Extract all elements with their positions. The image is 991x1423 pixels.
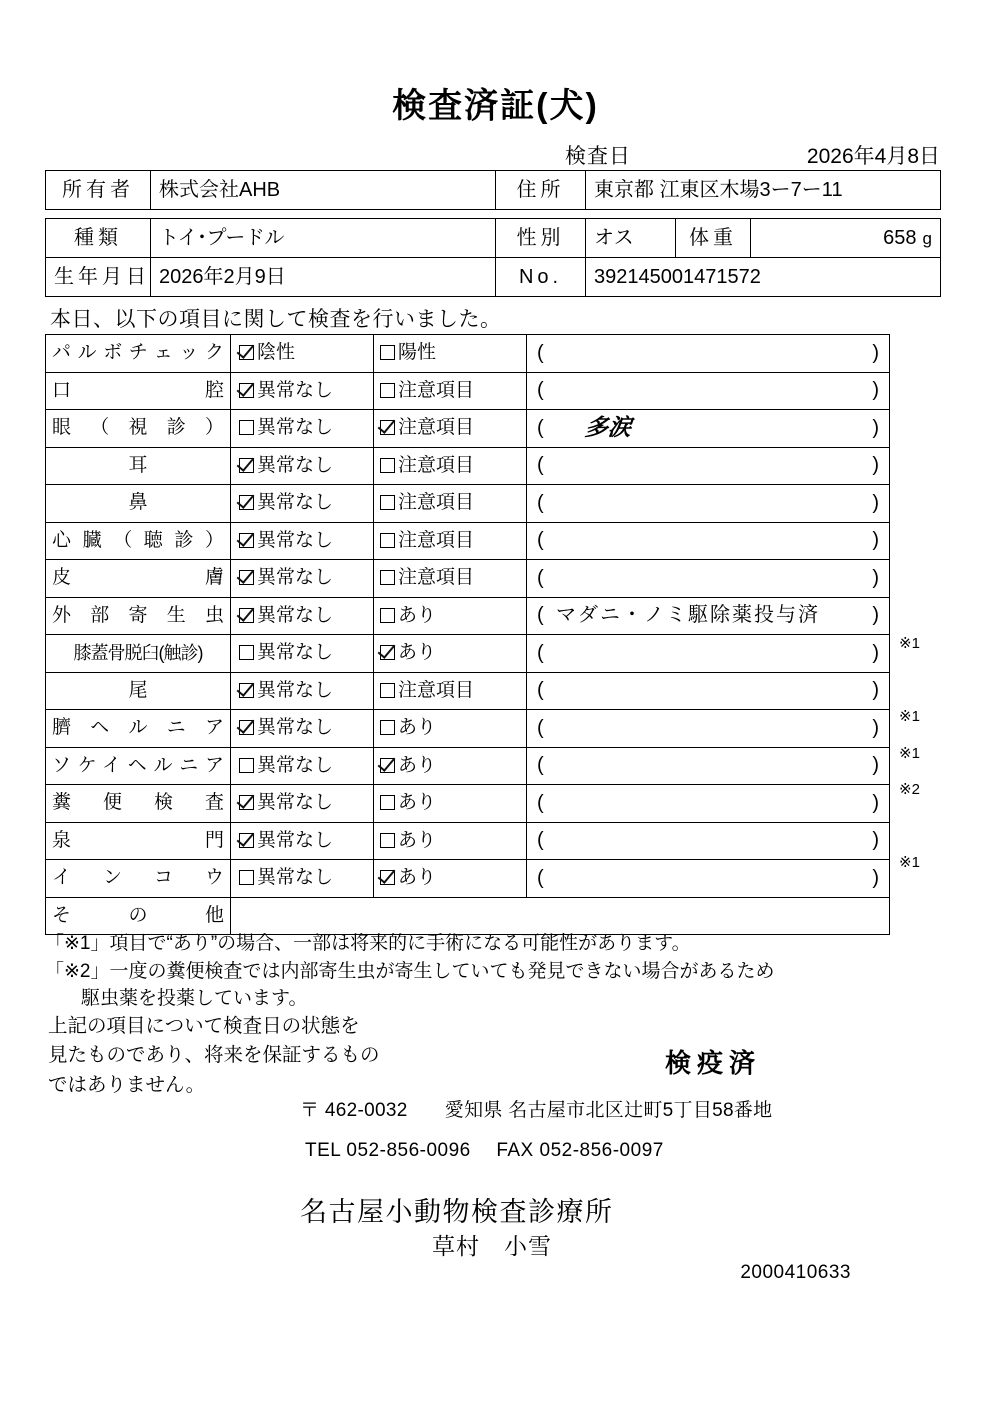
option-2-label: あり — [398, 604, 437, 626]
checkbox-option-1[interactable] — [231, 822, 374, 860]
fax-value: 052-856-0097 — [539, 1140, 664, 1161]
checklist-row — [46, 522, 890, 560]
checklist-row — [46, 335, 890, 373]
option-1-label: 異常なし — [257, 867, 334, 889]
checklist-item-label — [46, 897, 231, 935]
item-label-text: 臍ヘルニア — [52, 717, 224, 739]
remarks-inner — [527, 373, 889, 410]
checkbox-option-2[interactable] — [374, 372, 527, 410]
remarks-cell[interactable] — [527, 485, 890, 523]
item-label-text: 眼（視診） — [52, 417, 224, 439]
option-1-label: 異常なし — [257, 642, 334, 664]
item-label-text: 膝蓋骨脱臼(触診) — [73, 642, 203, 663]
checkbox-option-1[interactable] — [231, 597, 374, 635]
checklist-item-label — [46, 822, 231, 860]
checkbox-option-2[interactable] — [374, 672, 527, 710]
remarks-inner — [527, 748, 889, 785]
checkbox-option-2[interactable] — [374, 747, 527, 785]
clinic-address: 愛知県 名古屋市北区辻町5丁目58番地 — [444, 1100, 773, 1121]
paren-close: ) — [872, 604, 879, 627]
paren-close: ) — [872, 341, 879, 364]
remarks-inner — [527, 710, 889, 747]
paren-open: ( — [537, 416, 544, 439]
checklist-item-label — [46, 672, 231, 710]
footnote-marker-empty — [895, 553, 955, 590]
checklist-row — [46, 822, 890, 860]
option-1-label: 異常なし — [257, 792, 334, 814]
handwritten-remark: 多涙 — [583, 415, 633, 442]
checklist-item-label — [46, 635, 231, 673]
option-1-label: 異常なし — [257, 829, 334, 851]
remarks-cell[interactable] — [527, 785, 890, 823]
remarks-cell[interactable] — [527, 560, 890, 598]
checklist-wrapper — [45, 334, 940, 935]
tel-label: TEL — [305, 1140, 341, 1161]
checklist-row — [46, 485, 890, 523]
footnote-1: 「※1」項目で“あり”の場合、一部は将来的に手術になる可能性があります。 — [45, 933, 691, 954]
checkbox-option-1[interactable] — [231, 372, 374, 410]
option-2-label: 注意項目 — [398, 679, 475, 701]
inspection-date-label: 検査日 — [565, 145, 631, 168]
remarks-cell[interactable] — [527, 860, 890, 898]
remarks-inner — [527, 860, 889, 897]
footnote-marker: ※1 — [899, 744, 920, 762]
item-label-text: 糞便検査 — [52, 792, 224, 814]
table-row-breed — [46, 219, 941, 258]
remarks-cell[interactable] — [527, 635, 890, 673]
option-2-label: 注意項目 — [398, 529, 475, 551]
checklist-item-label — [46, 335, 231, 373]
remarks-inner — [527, 785, 889, 822]
disclaimer-block — [48, 1012, 438, 1100]
checked-checkbox-icon[interactable] — [239, 383, 254, 398]
disclaimer-line-3: ではありません。 — [48, 1073, 206, 1096]
paren-open: ( — [537, 604, 544, 627]
address-value: 東京都 江東区木場3ー7ー11 — [586, 171, 941, 210]
birthdate-value: 2026年2月9日 — [151, 258, 496, 297]
paren-close: ) — [872, 866, 879, 889]
unchecked-checkbox-icon[interactable] — [380, 345, 395, 360]
checkbox-option-1[interactable] — [231, 860, 374, 898]
checked-checkbox-icon[interactable] — [239, 533, 254, 548]
option-1-label: 陰性 — [257, 342, 296, 364]
checklist-row — [46, 672, 890, 710]
checklist-item-label — [46, 860, 231, 898]
paren-open: ( — [537, 454, 544, 477]
remarks-inner — [527, 673, 889, 710]
checkbox-option-2[interactable] — [374, 485, 527, 523]
option-1-label: 異常なし — [257, 492, 334, 514]
birthdate-label: 生年月日 — [46, 258, 151, 297]
checkbox-option-1[interactable] — [231, 410, 374, 448]
checkbox-option-1[interactable] — [231, 560, 374, 598]
item-label-text: 口 腔 — [52, 379, 224, 401]
checklist-item-label — [46, 372, 231, 410]
checklist-row — [46, 447, 890, 485]
option-1-label: 異常なし — [257, 717, 334, 739]
checkbox-option-1[interactable] — [231, 635, 374, 673]
checked-checkbox-icon[interactable] — [239, 608, 254, 623]
checklist-row — [46, 635, 890, 673]
unchecked-checkbox-icon[interactable] — [239, 645, 254, 660]
unchecked-checkbox-icon[interactable] — [380, 720, 395, 735]
checked-checkbox-icon[interactable] — [239, 495, 254, 510]
weight-value: 658 — [883, 227, 917, 249]
checked-checkbox-icon[interactable] — [239, 683, 254, 698]
option-1-label: 異常なし — [257, 754, 334, 776]
checklist-row — [46, 785, 890, 823]
checklist-table — [45, 334, 890, 935]
paren-open: ( — [537, 829, 544, 852]
checklist-row — [46, 710, 890, 748]
remarks-cell[interactable] — [527, 335, 890, 373]
checklist-row — [46, 747, 890, 785]
checklist-row — [46, 860, 890, 898]
checked-checkbox-icon[interactable] — [239, 458, 254, 473]
paren-close: ) — [872, 754, 879, 777]
unchecked-checkbox-icon[interactable] — [239, 870, 254, 885]
breed-value: トイ･プードル — [151, 219, 496, 258]
clinic-address-line — [300, 1095, 772, 1122]
paren-open: ( — [537, 341, 544, 364]
item-label-text: 尾 — [128, 679, 148, 701]
unchecked-checkbox-icon[interactable] — [380, 795, 395, 810]
footnote-marker-empty — [895, 334, 955, 371]
checklist-row — [46, 597, 890, 635]
item-label-text: 鼻 — [128, 492, 148, 514]
paren-open: ( — [537, 491, 544, 514]
footnote-marker: ※1 — [899, 854, 920, 871]
checkbox-option-2[interactable] — [374, 447, 527, 485]
remarks-cell[interactable] — [527, 410, 890, 448]
item-label-text: パルボチェック — [52, 342, 224, 364]
paren-close: ) — [872, 566, 879, 589]
paren-close: ) — [872, 416, 879, 439]
checked-checkbox-icon[interactable] — [239, 345, 254, 360]
checkbox-option-2[interactable] — [374, 410, 527, 448]
checklist-item-label — [46, 522, 231, 560]
remarks-cell[interactable] — [527, 822, 890, 860]
remarks-cell[interactable] — [527, 522, 890, 560]
checkbox-option-2[interactable] — [374, 785, 527, 823]
checkbox-option-2[interactable] — [374, 522, 527, 560]
checkbox-option-1[interactable] — [231, 747, 374, 785]
paren-close: ) — [872, 829, 879, 852]
breed-label: 種類 — [46, 219, 151, 258]
checkbox-option-1[interactable] — [231, 785, 374, 823]
owner-label: 所有者 — [46, 171, 151, 210]
paren-open: ( — [537, 791, 544, 814]
document-reference-number: 2000410633 — [740, 1262, 851, 1283]
footnote-marker-empty — [895, 809, 955, 846]
checklist-row — [46, 372, 890, 410]
checked-checkbox-icon[interactable] — [239, 720, 254, 735]
animal-info-table — [45, 218, 941, 297]
item-label-text: 皮 膚 — [52, 567, 224, 589]
sex-label: 性別 — [496, 219, 586, 258]
paren-close: ) — [872, 716, 879, 739]
paren-open: ( — [537, 716, 544, 739]
weight-unit: g — [922, 229, 932, 248]
paren-close: ) — [872, 679, 879, 702]
checklist-row — [46, 897, 890, 935]
checked-checkbox-icon[interactable] — [380, 420, 395, 435]
weight-value-cell — [751, 219, 941, 258]
owner-info-table — [45, 170, 941, 210]
checklist-item-label — [46, 785, 231, 823]
checkbox-option-1[interactable] — [231, 710, 374, 748]
page-title: 検査済証(犬) — [392, 87, 599, 125]
clinic-contact-line — [305, 1140, 664, 1162]
checklist-item-label — [46, 447, 231, 485]
footnote-marker-column — [895, 334, 955, 918]
checkbox-option-2[interactable] — [374, 822, 527, 860]
intro-sentence: 本日、以下の項目に関して検査を行いました。 — [50, 308, 502, 331]
postal-code: 462-0032 — [324, 1100, 408, 1121]
remarks-inner — [527, 598, 889, 635]
paren-open: ( — [537, 566, 544, 589]
paren-close: ) — [872, 529, 879, 552]
remarks-inner — [527, 335, 889, 372]
paren-close: ) — [872, 491, 879, 514]
option-2-label: あり — [398, 792, 437, 814]
checked-checkbox-icon[interactable] — [380, 645, 395, 660]
owner-value: 株式会社AHB — [151, 171, 496, 210]
item-label-text: そ の 他 — [52, 904, 224, 926]
checkbox-option-1[interactable] — [231, 485, 374, 523]
footnote-marker-empty — [895, 663, 955, 700]
paren-close: ) — [872, 791, 879, 814]
option-2-label: 陽性 — [398, 342, 437, 364]
item-label-text: 外部寄生虫 — [52, 604, 224, 626]
checked-checkbox-icon[interactable] — [239, 570, 254, 585]
checkbox-option-2[interactable] — [374, 860, 527, 898]
checklist-row — [46, 560, 890, 598]
paren-open: ( — [537, 641, 544, 664]
disclaimer-line-1: 上記の項目について検査日の状態を — [48, 1015, 360, 1037]
table-row-birthdate — [46, 258, 941, 297]
option-1-label: 異常なし — [257, 679, 334, 701]
paren-close: ) — [872, 454, 879, 477]
quarantine-stamp: 検疫済 — [665, 1048, 762, 1078]
option-2-label: 注意項目 — [398, 492, 475, 514]
clinic-person-name: 草村 小雪 — [432, 1233, 552, 1259]
option-1-label: 異常なし — [257, 567, 334, 589]
option-2-label: あり — [398, 829, 437, 851]
footnote-marker-empty — [895, 407, 955, 444]
checked-checkbox-icon[interactable] — [239, 795, 254, 810]
checklist-item-label — [46, 560, 231, 598]
item-label-text: 耳 — [128, 454, 148, 476]
sex-value: オス — [586, 219, 676, 258]
inspection-date-value: 2026年4月8日 — [806, 145, 940, 168]
footnote-marker: ※2 — [899, 781, 920, 798]
checked-checkbox-icon[interactable] — [380, 758, 395, 773]
unchecked-checkbox-icon[interactable] — [380, 458, 395, 473]
paren-open: ( — [537, 679, 544, 702]
unchecked-checkbox-icon[interactable] — [380, 533, 395, 548]
option-1-label: 異常なし — [257, 417, 334, 439]
remarks-cell[interactable] — [527, 710, 890, 748]
footnote-marker-empty — [895, 371, 955, 408]
weight-label: 体重 — [676, 219, 751, 258]
postal-mark-icon: 〒 — [300, 1100, 320, 1121]
remarks-inner — [527, 448, 889, 485]
option-1-label: 異常なし — [257, 529, 334, 551]
option-2-label: あり — [398, 754, 437, 776]
unchecked-checkbox-icon[interactable] — [380, 495, 395, 510]
number-value: 392145001471572 — [586, 258, 941, 297]
fax-label: FAX — [496, 1140, 534, 1161]
option-2-label: あり — [398, 867, 437, 889]
checklist-row — [46, 410, 890, 448]
item-label-text: 心臓（聴診） — [52, 529, 224, 551]
item-label-text: 泉 門 — [52, 829, 224, 851]
remarks-inner — [527, 823, 889, 860]
option-2-label: 注意項目 — [398, 454, 475, 476]
paren-open: ( — [537, 529, 544, 552]
remarks-cell[interactable] — [527, 447, 890, 485]
other-freetext-cell[interactable] — [231, 897, 890, 935]
footnotes-block — [45, 930, 925, 1013]
option-1-label: 異常なし — [257, 604, 334, 626]
disclaimer-line-2: 見たものであり、将来を保証するもの — [48, 1044, 380, 1067]
address-label: 住所 — [496, 171, 586, 210]
checkbox-option-1[interactable] — [231, 447, 374, 485]
checkbox-option-2[interactable] — [374, 560, 527, 598]
remarks-cell[interactable] — [527, 672, 890, 710]
remarks-cell[interactable] — [527, 372, 890, 410]
checklist-item-label — [46, 710, 231, 748]
remarks-cell[interactable] — [527, 747, 890, 785]
checklist-item-label — [46, 747, 231, 785]
footnote-marker-empty — [895, 480, 955, 517]
item-label-text: インコウ — [52, 867, 224, 889]
paren-close: ) — [872, 379, 879, 402]
footnote-marker: ※1 — [899, 635, 920, 652]
checkbox-option-2[interactable] — [374, 635, 527, 673]
option-2-label: 注意項目 — [398, 417, 475, 439]
table-row-owner — [46, 171, 941, 210]
footnote-marker: ※1 — [899, 708, 920, 725]
unchecked-checkbox-icon[interactable] — [380, 383, 395, 398]
item-label-text: ソケイヘルニア — [52, 754, 224, 776]
footnote-marker-empty — [895, 517, 955, 554]
remarks-inner — [527, 523, 889, 560]
checked-checkbox-icon[interactable] — [380, 870, 395, 885]
option-2-label: あり — [398, 642, 437, 664]
paren-open: ( — [537, 379, 544, 402]
checkbox-option-2[interactable] — [374, 710, 527, 748]
remarks-inner — [527, 560, 889, 597]
unchecked-checkbox-icon[interactable] — [239, 758, 254, 773]
checked-checkbox-icon[interactable] — [239, 833, 254, 848]
unchecked-checkbox-icon[interactable] — [380, 608, 395, 623]
unchecked-checkbox-icon[interactable] — [239, 420, 254, 435]
tel-value: 052-856-0096 — [346, 1140, 471, 1161]
option-2-label: 注意項目 — [398, 379, 475, 401]
footnote-marker-empty — [895, 590, 955, 627]
remarks-inner — [527, 485, 889, 522]
option-2-label: あり — [398, 717, 437, 739]
unchecked-checkbox-icon[interactable] — [380, 570, 395, 585]
paren-close: ) — [872, 641, 879, 664]
clinic-name: 名古屋小動物検査診療所 — [300, 1197, 614, 1227]
checklist-item-label — [46, 485, 231, 523]
checkbox-option-1[interactable] — [231, 672, 374, 710]
checkbox-option-1[interactable] — [231, 335, 374, 373]
unchecked-checkbox-icon[interactable] — [380, 683, 395, 698]
checkbox-option-2[interactable] — [374, 597, 527, 635]
option-1-label: 異常なし — [257, 454, 334, 476]
printed-remark: マダニ・ノミ駆除薬投与済 — [556, 604, 820, 627]
footnote-marker-empty — [895, 444, 955, 481]
remarks-cell[interactable] — [527, 597, 890, 635]
footnote-marker-empty — [895, 882, 955, 919]
remarks-inner — [527, 410, 889, 447]
checkbox-option-2[interactable] — [374, 335, 527, 373]
checklist-item-label — [46, 597, 231, 635]
number-label: No. — [496, 258, 586, 297]
inspection-date-row — [45, 140, 940, 168]
unchecked-checkbox-icon[interactable] — [380, 833, 395, 848]
paren-open: ( — [537, 754, 544, 777]
paren-open: ( — [537, 866, 544, 889]
footnote-2-line1: 「※2」一度の糞便検査では内部寄生虫が寄生していても発見できない場合があるため — [45, 960, 775, 982]
option-2-label: 注意項目 — [398, 567, 475, 589]
footnote-2-line2: 駆虫薬を投薬しています。 — [81, 988, 308, 1010]
checklist-item-label — [46, 410, 231, 448]
checkbox-option-1[interactable] — [231, 522, 374, 560]
remarks-inner — [527, 635, 889, 672]
option-1-label: 異常なし — [257, 379, 334, 401]
